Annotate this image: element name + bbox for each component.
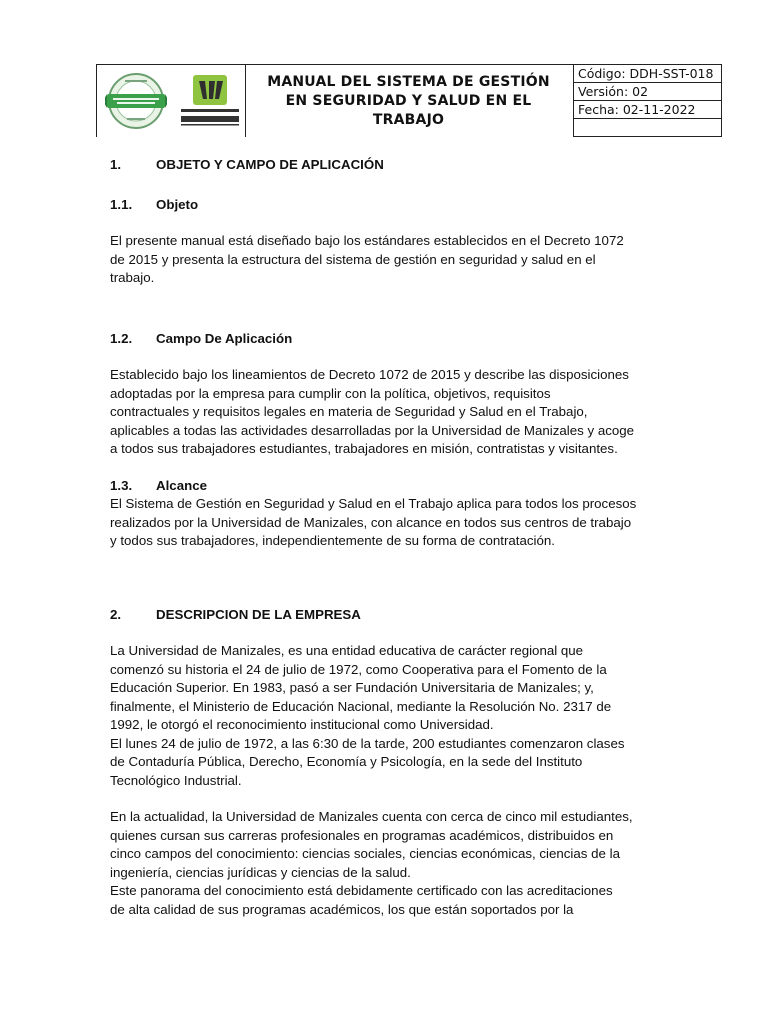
document-body: [110, 150, 658, 919]
section-heading: [110, 606, 658, 625]
text-line: de 2015 y presenta la estructura del sistema de gestión en seguridad y salud en el: [110, 251, 596, 267]
text-line: realizados por la Universidad de Manizales, con alcance en todos sus centros de trabajo: [110, 514, 632, 530]
text-line: a todos sus trabajadores estudiantes, trabajadores en misión, contratistas y visitantes.: [110, 441, 618, 456]
text-line: trabajo.: [110, 270, 155, 285]
text-line: comenzó su historia el 24 de julio de 1972, como Cooperativa para el Fomento de la: [110, 661, 607, 677]
text-line: de Contaduría Pública, Derecho, Economía y Psicología, en la sede del Instituto: [110, 754, 583, 769]
text-line: El lunes 24 de julio de 1972, a las 6:30 de la tarde, 200 estudiantes comenzaron clases: [110, 735, 625, 751]
subsection-heading: [110, 477, 658, 496]
text-line: El presente manual está diseñado bajo los estándares establecidos en el Decreto 1072: [110, 233, 624, 248]
subsection-heading: [110, 196, 658, 215]
text-line: quienes cursan sus carreras profesionales en programas académicos, distribuidos en: [110, 827, 614, 843]
section-title: OBJETO Y CAMPO DE APLICACIÓN: [156, 157, 384, 172]
empty-meta-row: [574, 119, 722, 137]
paragraph-campo: [110, 366, 658, 459]
text-line: Este panorama del conocimiento está debidamente certificado con las acreditaciones: [110, 883, 613, 898]
universidad-manizales-logo-icon: [179, 73, 241, 129]
document-title: [246, 65, 571, 137]
text-line: En la actualidad, la Universidad de Manizales cuenta con cerca de cinco mil estudiantes,: [110, 809, 633, 824]
text-line: El Sistema de Gestión en Seguridad y Salud en el Trabajo aplica para todos los procesos: [110, 496, 637, 511]
text-line: La Universidad de Manizales, es una entidad educativa de carácter regional que: [110, 643, 584, 658]
text-line: Tecnológico Industrial.: [110, 772, 242, 788]
section-number: 1.: [110, 157, 122, 172]
section-title: DESCRIPCION DE LA EMPRESA: [156, 606, 361, 622]
text-line: de alta calidad de sus programas académicos, los que están soportados por la: [110, 901, 574, 917]
fecha-field: Fecha: 02-11-2022: [574, 101, 722, 119]
text-line: finalmente, el Ministerio de Educación Nacional, mediante la Resolución No. 2317 de: [110, 698, 612, 714]
section-title: Campo De Aplicación: [156, 330, 293, 346]
text-line: ingeniería, ciencias jurídicas y ciencias de la salud.: [110, 864, 411, 880]
section-number: 2.: [110, 606, 122, 622]
accreditation-seal-icon: [105, 72, 167, 130]
paragraph-alcance: [110, 495, 658, 551]
paragraph-descripcion-2: [110, 808, 658, 919]
text-line: cinco campos del conocimiento: ciencias sociales, ciencias económicas, ciencias de la: [110, 846, 620, 861]
document-header: [96, 64, 722, 137]
section-number: 1.1.: [110, 196, 133, 212]
text-line: 1992, le otorgó el reconocimiento institucional como Universidad.: [110, 717, 494, 732]
document-metadata: [573, 65, 722, 137]
title-line: TRABAJO: [372, 112, 445, 128]
title-line: MANUAL DEL SISTEMA DE GESTIÓN: [267, 74, 550, 90]
section-number: 1.2.: [110, 330, 133, 346]
version-field: Versión: 02: [574, 83, 722, 101]
paragraph-objeto: [110, 232, 658, 288]
section-title: Objeto: [156, 196, 199, 212]
header-logos: [97, 65, 246, 137]
paragraph-descripcion-1: [110, 642, 658, 790]
text-line: aplicables a todas las actividades desarrolladas por la Universidad de Manizales y acoge: [110, 422, 635, 438]
text-line: y todos sus trabajadores, independientemente de su forma de contratación.: [110, 533, 555, 548]
text-line: Educación Superior. En 1983, pasó a ser Fundación Universitaria de Manizales; y,: [110, 680, 594, 695]
text-line: contractuales y requisitos legales en materia de Seguridad y Salud en el Trabajo,: [110, 404, 588, 419]
section-heading: [110, 156, 658, 175]
section-title: Alcance: [156, 477, 207, 493]
text-line: Establecido bajo los lineamientos de Decreto 1072 de 2015 y describe las disposiciones: [110, 367, 629, 382]
title-line: EN SEGURIDAD Y SALUD EN EL: [285, 93, 532, 109]
section-number: 1.3.: [110, 477, 133, 493]
codigo-field: Código: DDH-SST-018: [574, 65, 722, 83]
subsection-heading: [110, 330, 658, 349]
text-line: adoptadas por la empresa para cumplir con la política, objetivos, requisitos: [110, 385, 551, 401]
